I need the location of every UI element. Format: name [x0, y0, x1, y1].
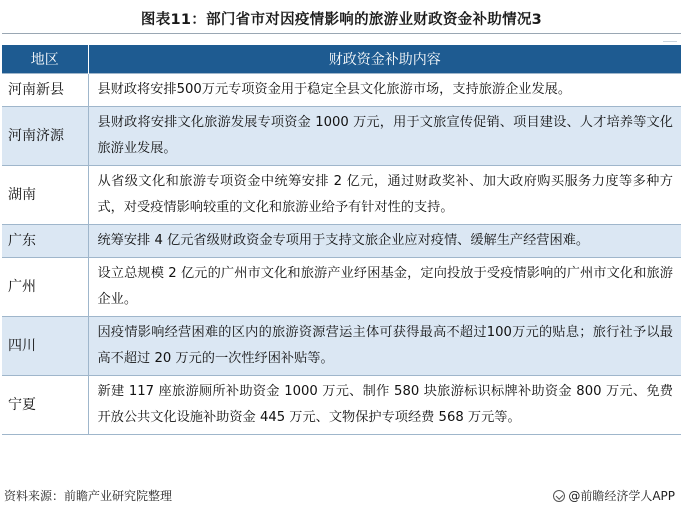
- content-cell: 从省级文化和旅游专项资金中统筹安排 2 亿元，通过财政奖补、加大政府购买服务力度等多种方式，对受疫情影响较重的文化和旅游业给予有针对性的支持。: [88, 166, 681, 225]
- corner-mark: [663, 38, 677, 42]
- region-cell: 宁夏: [2, 376, 88, 435]
- region-cell: 河南济源: [2, 107, 88, 166]
- column-header-content: 财政资金补助内容: [88, 45, 681, 74]
- table-header-row: [2, 45, 681, 74]
- brand-label: @前瞻经济学人APP: [568, 489, 675, 503]
- page-title: 图表11：部门省市对因疫情影响的旅游业财政资金补助情况3: [140, 12, 543, 28]
- table-row: [2, 376, 681, 435]
- table-row: [2, 74, 681, 107]
- region-cell: 四川: [2, 317, 88, 376]
- content-cell: 设立总规模 2 亿元的广州市文化和旅游产业纾困基金，定向投放于受疫情影响的广州市文化和旅游企业。: [88, 258, 681, 317]
- content-cell: 县财政将安排文化旅游发展专项资金 1000 万元，用于文旅宣传促销、项目建设、人才培养等文化旅游业发展。: [88, 107, 681, 166]
- region-cell: 湖南: [2, 166, 88, 225]
- table-row: [2, 317, 681, 376]
- brand-credit: [553, 487, 675, 504]
- table-row: [2, 225, 681, 258]
- table-row: [2, 166, 681, 225]
- brand-logo-icon: [553, 490, 565, 502]
- content-cell: 统筹安排 4 亿元省级财政资金专项用于支持文旅企业应对疫情、缓解生产经营困难。: [88, 225, 681, 258]
- region-cell: 河南新县: [2, 74, 88, 107]
- content-cell: 县财政将安排500万元专项资金用于稳定全县文化旅游市场，支持旅游企业发展。: [88, 74, 681, 107]
- region-cell: 广东: [2, 225, 88, 258]
- column-header-region: 地区: [2, 45, 88, 74]
- content-cell: 新建 117 座旅游厕所补助资金 1000 万元、制作 580 块旅游标识标牌补助资金 800 万元、免费开放公共文化设施补助资金 445 万元、文物保护专项经费 568 万元等。: [88, 376, 681, 435]
- subsidy-table: [2, 45, 681, 435]
- source-note: 资料来源：前瞻产业研究院整理: [4, 489, 173, 503]
- table-row: [2, 258, 681, 317]
- title-divider: [2, 33, 681, 34]
- table-row: [2, 107, 681, 166]
- region-cell: 广州: [2, 258, 88, 317]
- content-cell: 因疫情影响经营困难的区内的旅游资源营运主体可获得最高不超过100万元的贴息；旅行社予以最高不超过 20 万元的一次性纾困补贴等。: [88, 317, 681, 376]
